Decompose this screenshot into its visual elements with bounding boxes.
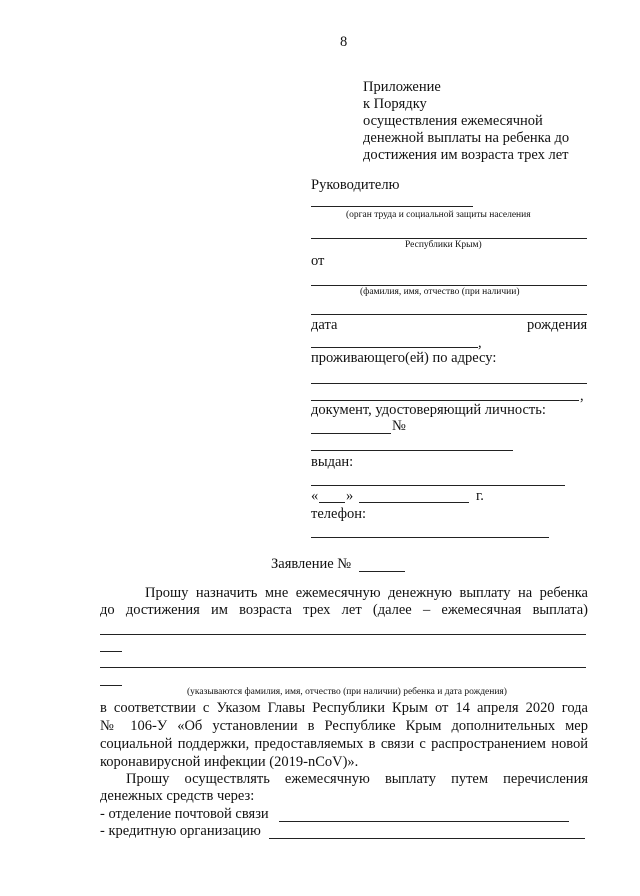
org-name-field-2[interactable]	[311, 238, 587, 239]
address-field-2[interactable]	[311, 400, 579, 401]
date-close-quote: »	[346, 488, 354, 504]
year-label: г.	[476, 488, 484, 504]
request-text-line: Прошу назначить мне ежемесячную денежную выплату на ребенка	[145, 585, 588, 601]
id-document-label: документ, удостоверяющий личность:	[311, 402, 546, 418]
address-field[interactable]	[311, 383, 587, 384]
payment-method-text: Прошу осуществлять ежемесячную выплату путем перечисления	[126, 771, 588, 787]
org-caption-1: (орган труда и социальной защиты населения	[346, 210, 531, 220]
post-office-field[interactable]	[279, 821, 569, 822]
appendix-line: к Порядку	[363, 96, 427, 112]
address-label: проживающего(ей) по адресу:	[311, 350, 497, 366]
applicant-name-field[interactable]	[311, 285, 587, 286]
decree-text-line: в соответствии с Указом Главы Республики Крым от 14 апреля 2020 года	[100, 700, 588, 716]
date-open-quote: «	[311, 488, 319, 504]
decree-text-line: коронавирусной инфекции (2019-nCoV)».	[100, 754, 359, 770]
phone-label: телефон:	[311, 506, 367, 522]
id-number-field[interactable]	[311, 450, 513, 451]
dob-label-right: рождения	[527, 317, 588, 333]
name-caption: (фамилия, имя, отчество (при наличии)	[360, 287, 520, 297]
application-title: Заявление №	[271, 556, 352, 572]
org-name-field[interactable]	[311, 206, 473, 207]
request-text-line: до достижения им возраста трех лет (далее – ежемесячная выплата)	[100, 602, 588, 618]
dob-comma: ,	[478, 335, 482, 351]
appendix-line: денежной выплаты на ребенка до	[363, 130, 570, 146]
appendix-line: Приложение	[363, 79, 441, 95]
dob-field[interactable]	[311, 347, 478, 348]
appendix-line: достижения им возраста трех лет	[363, 147, 569, 163]
page-number: 8	[340, 34, 348, 50]
decree-text-line: № 106-У «Об установлении в Республике Крым дополнительных мер	[100, 718, 588, 734]
address-comma: ,	[580, 388, 584, 404]
child-info-field-2[interactable]	[100, 667, 586, 668]
child-info-field-2-tail[interactable]	[100, 685, 122, 686]
option-post-label: - отделение почтовой связи	[100, 806, 269, 822]
issued-label: выдан:	[311, 454, 354, 470]
option-credit-label: - кредитную организацию	[100, 823, 261, 839]
phone-field[interactable]	[311, 537, 549, 538]
to-head-label: Руководителю	[311, 177, 400, 193]
id-series-field[interactable]	[311, 433, 391, 434]
number-sign: №	[392, 418, 406, 434]
application-number-field[interactable]	[359, 571, 405, 572]
issue-day-field[interactable]	[319, 502, 345, 503]
payment-method-text: денежных средств через:	[100, 788, 255, 804]
org-caption-2: Республики Крым)	[405, 240, 482, 250]
credit-org-field[interactable]	[269, 838, 585, 839]
issued-by-field[interactable]	[311, 485, 565, 486]
child-info-field-tail[interactable]	[100, 651, 122, 652]
dob-label-left: дата	[311, 317, 338, 333]
appendix-line: осуществления ежемесячной	[363, 113, 543, 129]
child-caption: (указываются фамилия, имя, отчество (при наличии) ребенка и дата рождения)	[187, 687, 507, 697]
from-label: от	[311, 253, 325, 269]
decree-text-line: социальной поддержки, предоставляемых в связи с распространением новой	[100, 736, 588, 752]
issue-month-field[interactable]	[359, 502, 469, 503]
child-info-field[interactable]	[100, 634, 586, 635]
applicant-name-field-2[interactable]	[311, 314, 587, 315]
